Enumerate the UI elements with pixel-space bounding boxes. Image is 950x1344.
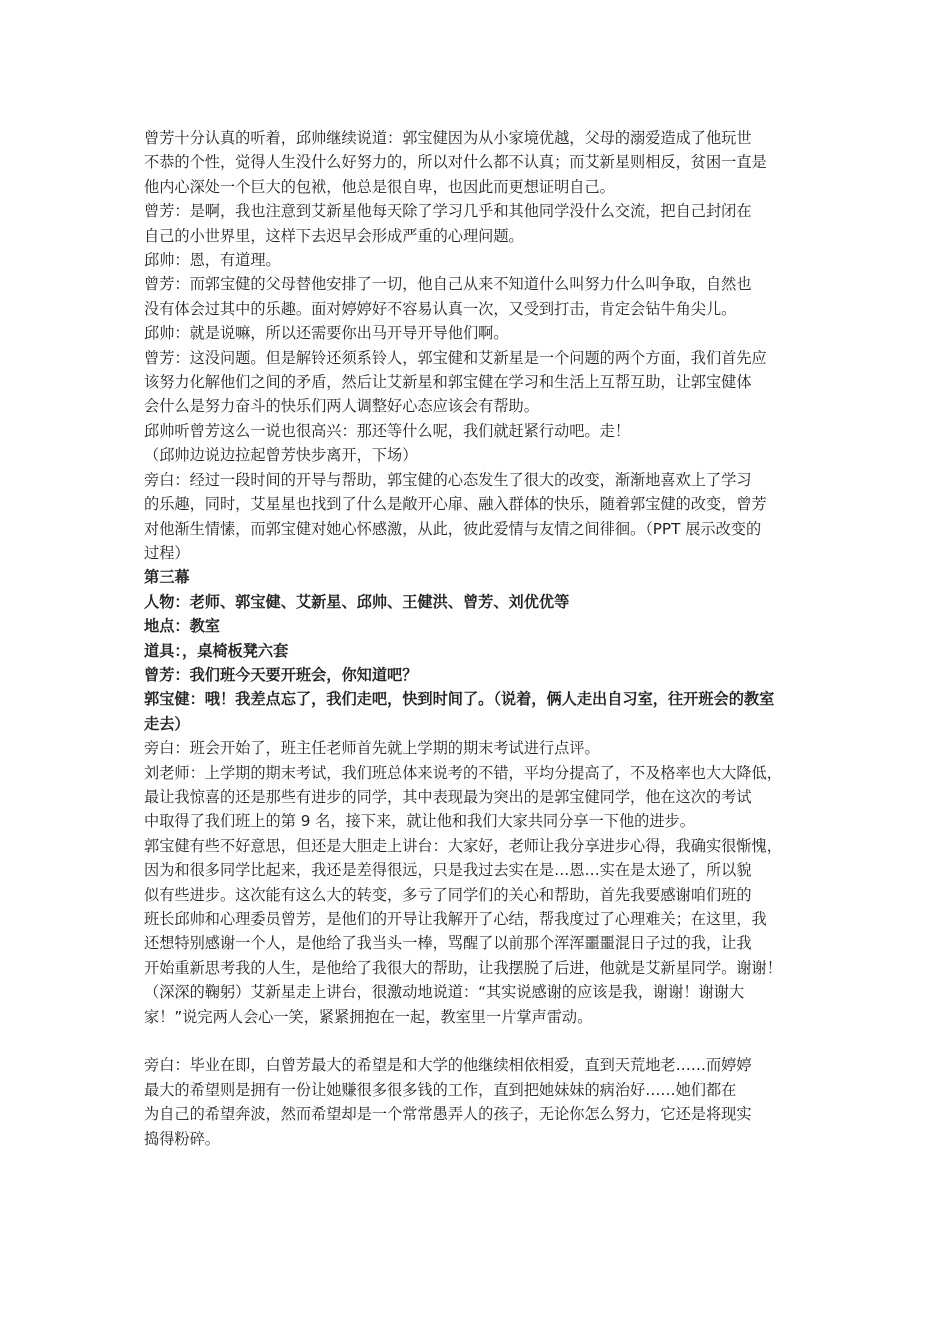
text-line: 第三幕 — [144, 568, 190, 587]
text-line: 开始重新思考我的人生，是他给了我很大的帮助，让我摆脱了后进，他就是艾新星同学。谢谢！ — [144, 958, 782, 977]
text-line: 地点：教室 — [144, 617, 220, 636]
text-line: 走去） — [144, 714, 190, 733]
text-line: 的乐趣，同时，艾星星也找到了什么是敞开心扉、融入群体的快乐，随着郭宝健的改变，曾芳 — [144, 495, 767, 514]
text-line: （深深的鞠躬）艾新星走上讲台，很激动地说道：“其实说感谢的应该是我，谢谢！谢谢大 — [144, 983, 745, 1002]
text-line: 道具：，桌椅板凳六套 — [144, 641, 289, 660]
text-line: 没有体会过其中的乐趣。面对婷婷好不容易认真一次，又受到打击，肯定会钻牛角尖儿。 — [144, 299, 737, 318]
text-line: 他内心深处一个巨大的包袱，他总是很自卑，也因此而更想证明自己。 — [144, 177, 615, 196]
text-line: 邱帅：就是说嘛，所以还需要你出马开导开导他们啊。 — [144, 324, 509, 343]
text-line: 旁白：经过一段时间的开导与帮助，郭宝健的心态发生了很大的改变，渐渐地喜欢上了学习 — [144, 470, 752, 489]
text-line: 还想特别感谢一个人，是他给了我当头一棒，骂醒了以前那个浑浑噩噩混日子过的我，让我 — [144, 934, 752, 953]
text-line: 刘老师：上学期的期末考试，我们班总体来说考的不错，平均分提高了，不及格率也大大降低， — [144, 763, 782, 782]
text-line: 不恭的个性，觉得人生没什么好努力的，所以对什么都不认真；而艾新星则相反，贫困一直是 — [144, 153, 767, 172]
text-line: 中取得了我们班上的第 9 名，接下来，就让他和我们大家共同分享一下他的进步。 — [144, 812, 695, 831]
text-line: 为自己的希望奔波，然而希望却是一个常常愚弄人的孩子，无论你怎么努力，它还是将现实 — [144, 1105, 752, 1124]
text-line: 旁白：班会开始了，班主任老师首先就上学期的期末考试进行点评。 — [144, 739, 600, 758]
text-line: 似有些进步。这次能有这么大的转变，多亏了同学们的关心和帮助，首先我要感谢咱们班的 — [144, 885, 752, 904]
text-line: 邱帅：恩，有道理。 — [144, 251, 281, 270]
text-line: 曾芳：我们班今天要开班会，你知道吧？ — [144, 665, 418, 684]
text-line: 会什么是努力奋斗的快乐们两人调整好心态应该会有帮助。 — [144, 397, 539, 416]
text-line: 人物：老师、郭宝健、艾新星、邱帅、王健洪、曾芳、刘优优等 — [144, 592, 570, 611]
document-page — [144, 126, 812, 1151]
text-line: 曾芳十分认真的听着，邱帅继续说道：郭宝健因为从小家境优越，父母的溺爱造成了他玩世 — [144, 129, 752, 147]
text-line: 曾芳：而郭宝健的父母替他安排了一切，他自己从来不知道什么叫努力什么叫争取，自然也 — [144, 275, 752, 294]
text-line: 曾芳：这没问题。但是解铃还须系铃人，郭宝健和艾新星是一个问题的两个方面，我们首先应 — [144, 348, 767, 367]
text-line: （邱帅边说边拉起曾芳快步离开，下场） — [144, 446, 418, 465]
text-line: 家！”说完两人会心一笑，紧紧拥抱在一起，教室里一片掌声雷动。 — [144, 1007, 593, 1026]
text-line: 曾芳：是啊，我也注意到艾新星他每天除了学习几乎和其他同学没什么交流，把自己封闭在 — [144, 202, 752, 221]
text-line: 自己的小世界里，这样下去迟早会形成严重的心理问题。 — [144, 226, 524, 245]
text-line: 邱帅听曾芳这么一说也很高兴：那还等什么呢，我们就赶紧行动吧。走！ — [144, 421, 630, 440]
text-line: 最让我惊喜的还是那些有进步的同学，其中表现最为突出的是郭宝健同学，他在这次的考试 — [144, 787, 752, 806]
text-line: 旁白：毕业在即，白曾芳最大的希望是和大学的他继续相依相爱，直到天荒地老……而婷婷 — [144, 1056, 752, 1075]
text-line: 最大的希望则是拥有一份让她赚很多很多钱的工作，直到把她妹妹的病治好……她们都在 — [144, 1080, 737, 1099]
text-line: 捣得粉碎。 — [144, 1129, 220, 1148]
text-line: 郭宝健：哦！我差点忘了，我们走吧，快到时间了。（说着，俩人走出自习室，往开班会的教室 — [144, 690, 775, 709]
text-line: 郭宝健有些不好意思，但还是大胆走上讲台：大家好，老师让我分享进步心得，我确实很惭愧， — [144, 836, 782, 855]
blank-line — [144, 1029, 812, 1053]
text-line: 班长邱帅和心理委员曾芳，是他们的开导让我解开了心结，帮我度过了心理难关；在这里，我 — [144, 910, 767, 928]
text-line: 该努力化解他们之间的矛盾，然后让艾新星和郭宝健在学习和生活上互帮互助，让郭宝健体 — [144, 373, 752, 392]
text-line: 过程） — [144, 543, 190, 562]
text-line: 对他渐生情愫，而郭宝健对她心怀感激，从此，彼此爱情与友情之间徘徊。（PPT 展示改变的 — [144, 519, 762, 538]
text-line: 因为和很多同学比起来，我还是差得很远，只是我过去实在是…恩…实在是太逊了，所以貌 — [144, 861, 752, 880]
